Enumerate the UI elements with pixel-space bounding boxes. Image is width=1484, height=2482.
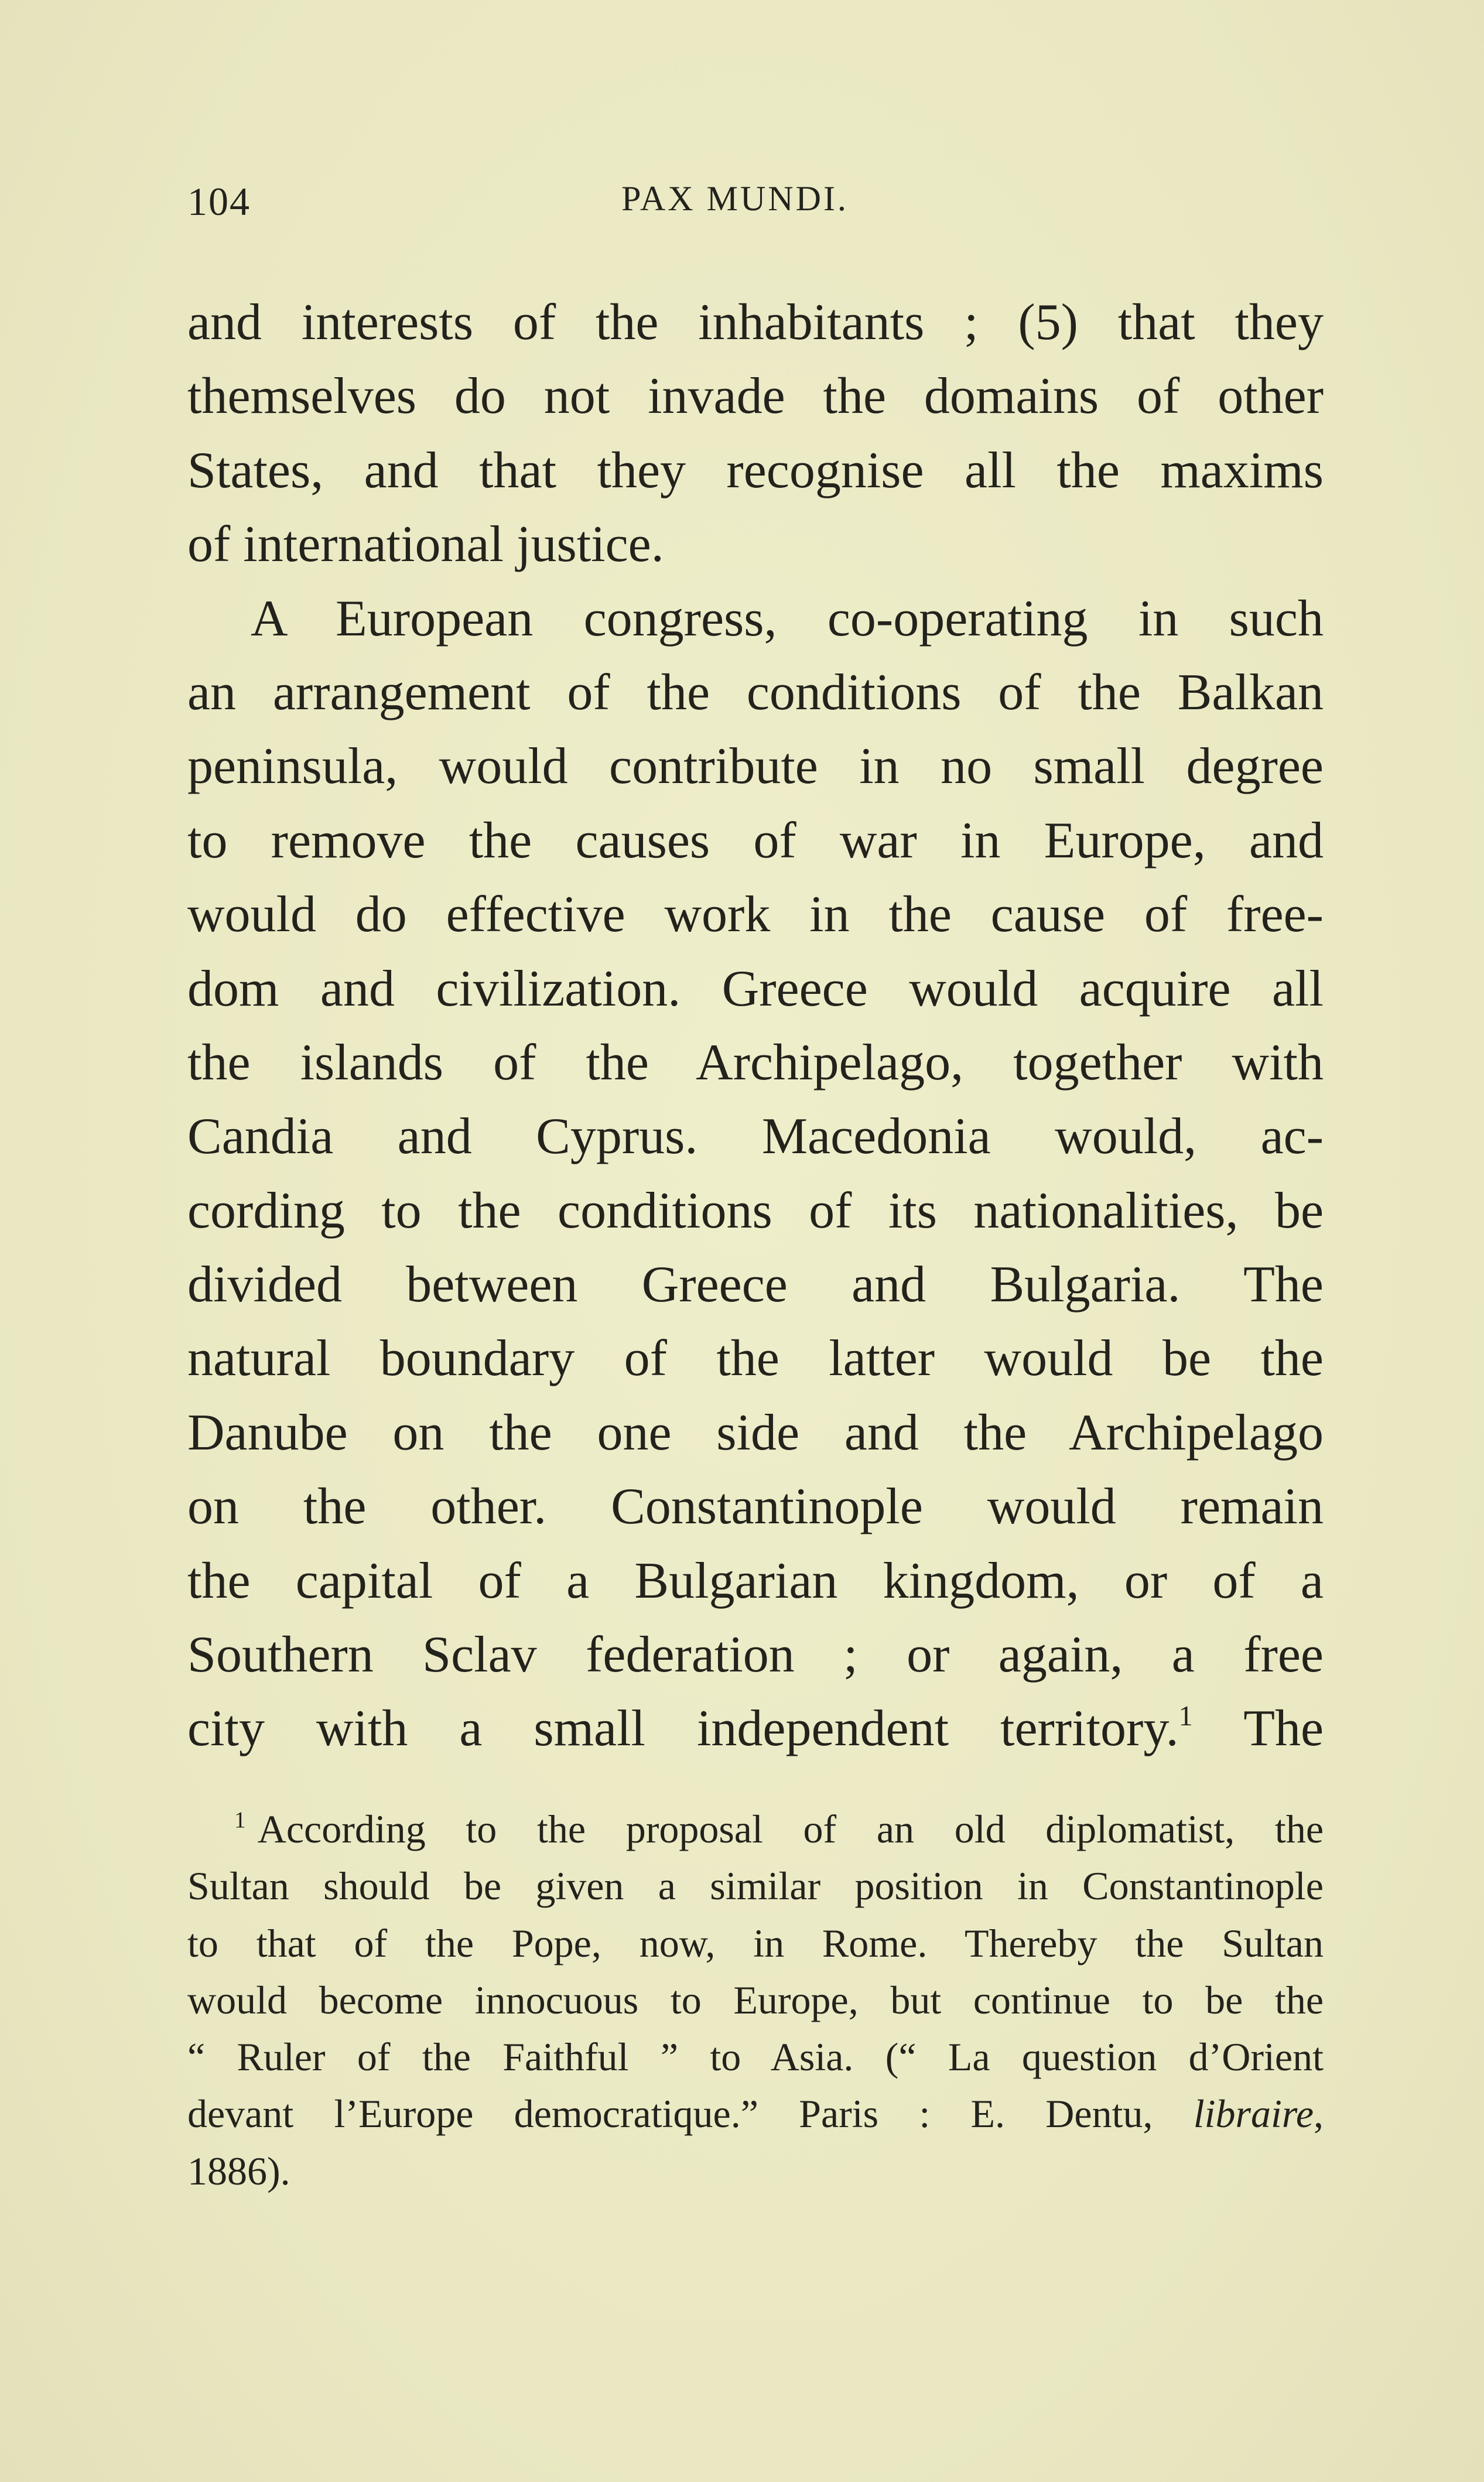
body-line: themselves do not invade the domains of other	[187, 368, 1324, 425]
body-line: would do effective work in the cause of free-	[187, 886, 1324, 943]
footnote-line-tail: ,	[1314, 2091, 1324, 2136]
footnote-marker: 1	[234, 1807, 246, 1833]
body-line: Candia and Cyprus. Macedonia would, ac-	[187, 1108, 1324, 1165]
body-line: divided between Greece and Bulgaria. The	[187, 1256, 1324, 1314]
footnote-line: “ Ruler of the Faithful ” to Asia. (“ La question d’Orient	[187, 2035, 1324, 2080]
footnote-line: to that of the Pope, now, in Rome. Thereby the Sultan	[187, 1920, 1324, 1965]
body-line: the capital of a Bulgarian kingdom, or of a	[187, 1552, 1324, 1609]
body-line: States, and that they recognise all the maxims	[187, 442, 1324, 499]
footnote-line: would become innocuous to Europe, but continue to be the	[187, 1977, 1324, 2022]
body-text	[187, 286, 1324, 1766]
running-head	[187, 179, 1283, 231]
body-line: and interests of the inhabitants ; (5) that they	[187, 294, 1324, 351]
footnote-line	[187, 1801, 1324, 1858]
body-line: A European congress, co-operating in such	[251, 590, 1324, 647]
body-line: Southern Sclav federation ; or again, a free	[187, 1626, 1324, 1684]
footnote	[187, 1801, 1324, 2200]
body-line-tail: The	[1243, 1700, 1324, 1758]
footnote-line-text: devant l’Europe democratique.” Paris : E. Dentu,	[187, 2091, 1153, 2136]
footnote-line-text: According to the proposal of an old diplomatist, the	[257, 1807, 1324, 1851]
body-line: of international justice.	[187, 516, 664, 573]
body-line: dom and civilization. Greece would acquire all	[187, 960, 1324, 1017]
body-line-text: city with a small independent territory.	[187, 1700, 1179, 1758]
body-line-final	[187, 1692, 1324, 1766]
body-line: natural boundary of the latter would be the	[187, 1330, 1324, 1387]
footnote-italic-word: libraire	[1193, 2091, 1314, 2136]
footnote-line: Sultan should be given a similar position in Constantinople	[187, 1864, 1324, 1909]
footnote-line	[187, 2086, 1324, 2142]
running-title: PAX MUNDI.	[621, 179, 849, 218]
footnote-reference[interactable]: 1	[1178, 1701, 1193, 1732]
body-line: to remove the causes of war in Europe, and	[187, 812, 1324, 869]
body-line: on the other. Constantinople would remain	[187, 1478, 1324, 1536]
body-line: the islands of the Archipelago, together with	[187, 1034, 1324, 1091]
body-line: peninsula, would contribute in no small degree	[187, 738, 1324, 795]
page-number: 104	[187, 179, 251, 224]
body-line: an arrangement of the conditions of the Balkan	[187, 664, 1324, 721]
footnote-line: 1886).	[187, 2148, 290, 2193]
body-line: cording to the conditions of its nationalities, be	[187, 1182, 1324, 1239]
body-line: Danube on the one side and the Archipelago	[187, 1404, 1324, 1461]
